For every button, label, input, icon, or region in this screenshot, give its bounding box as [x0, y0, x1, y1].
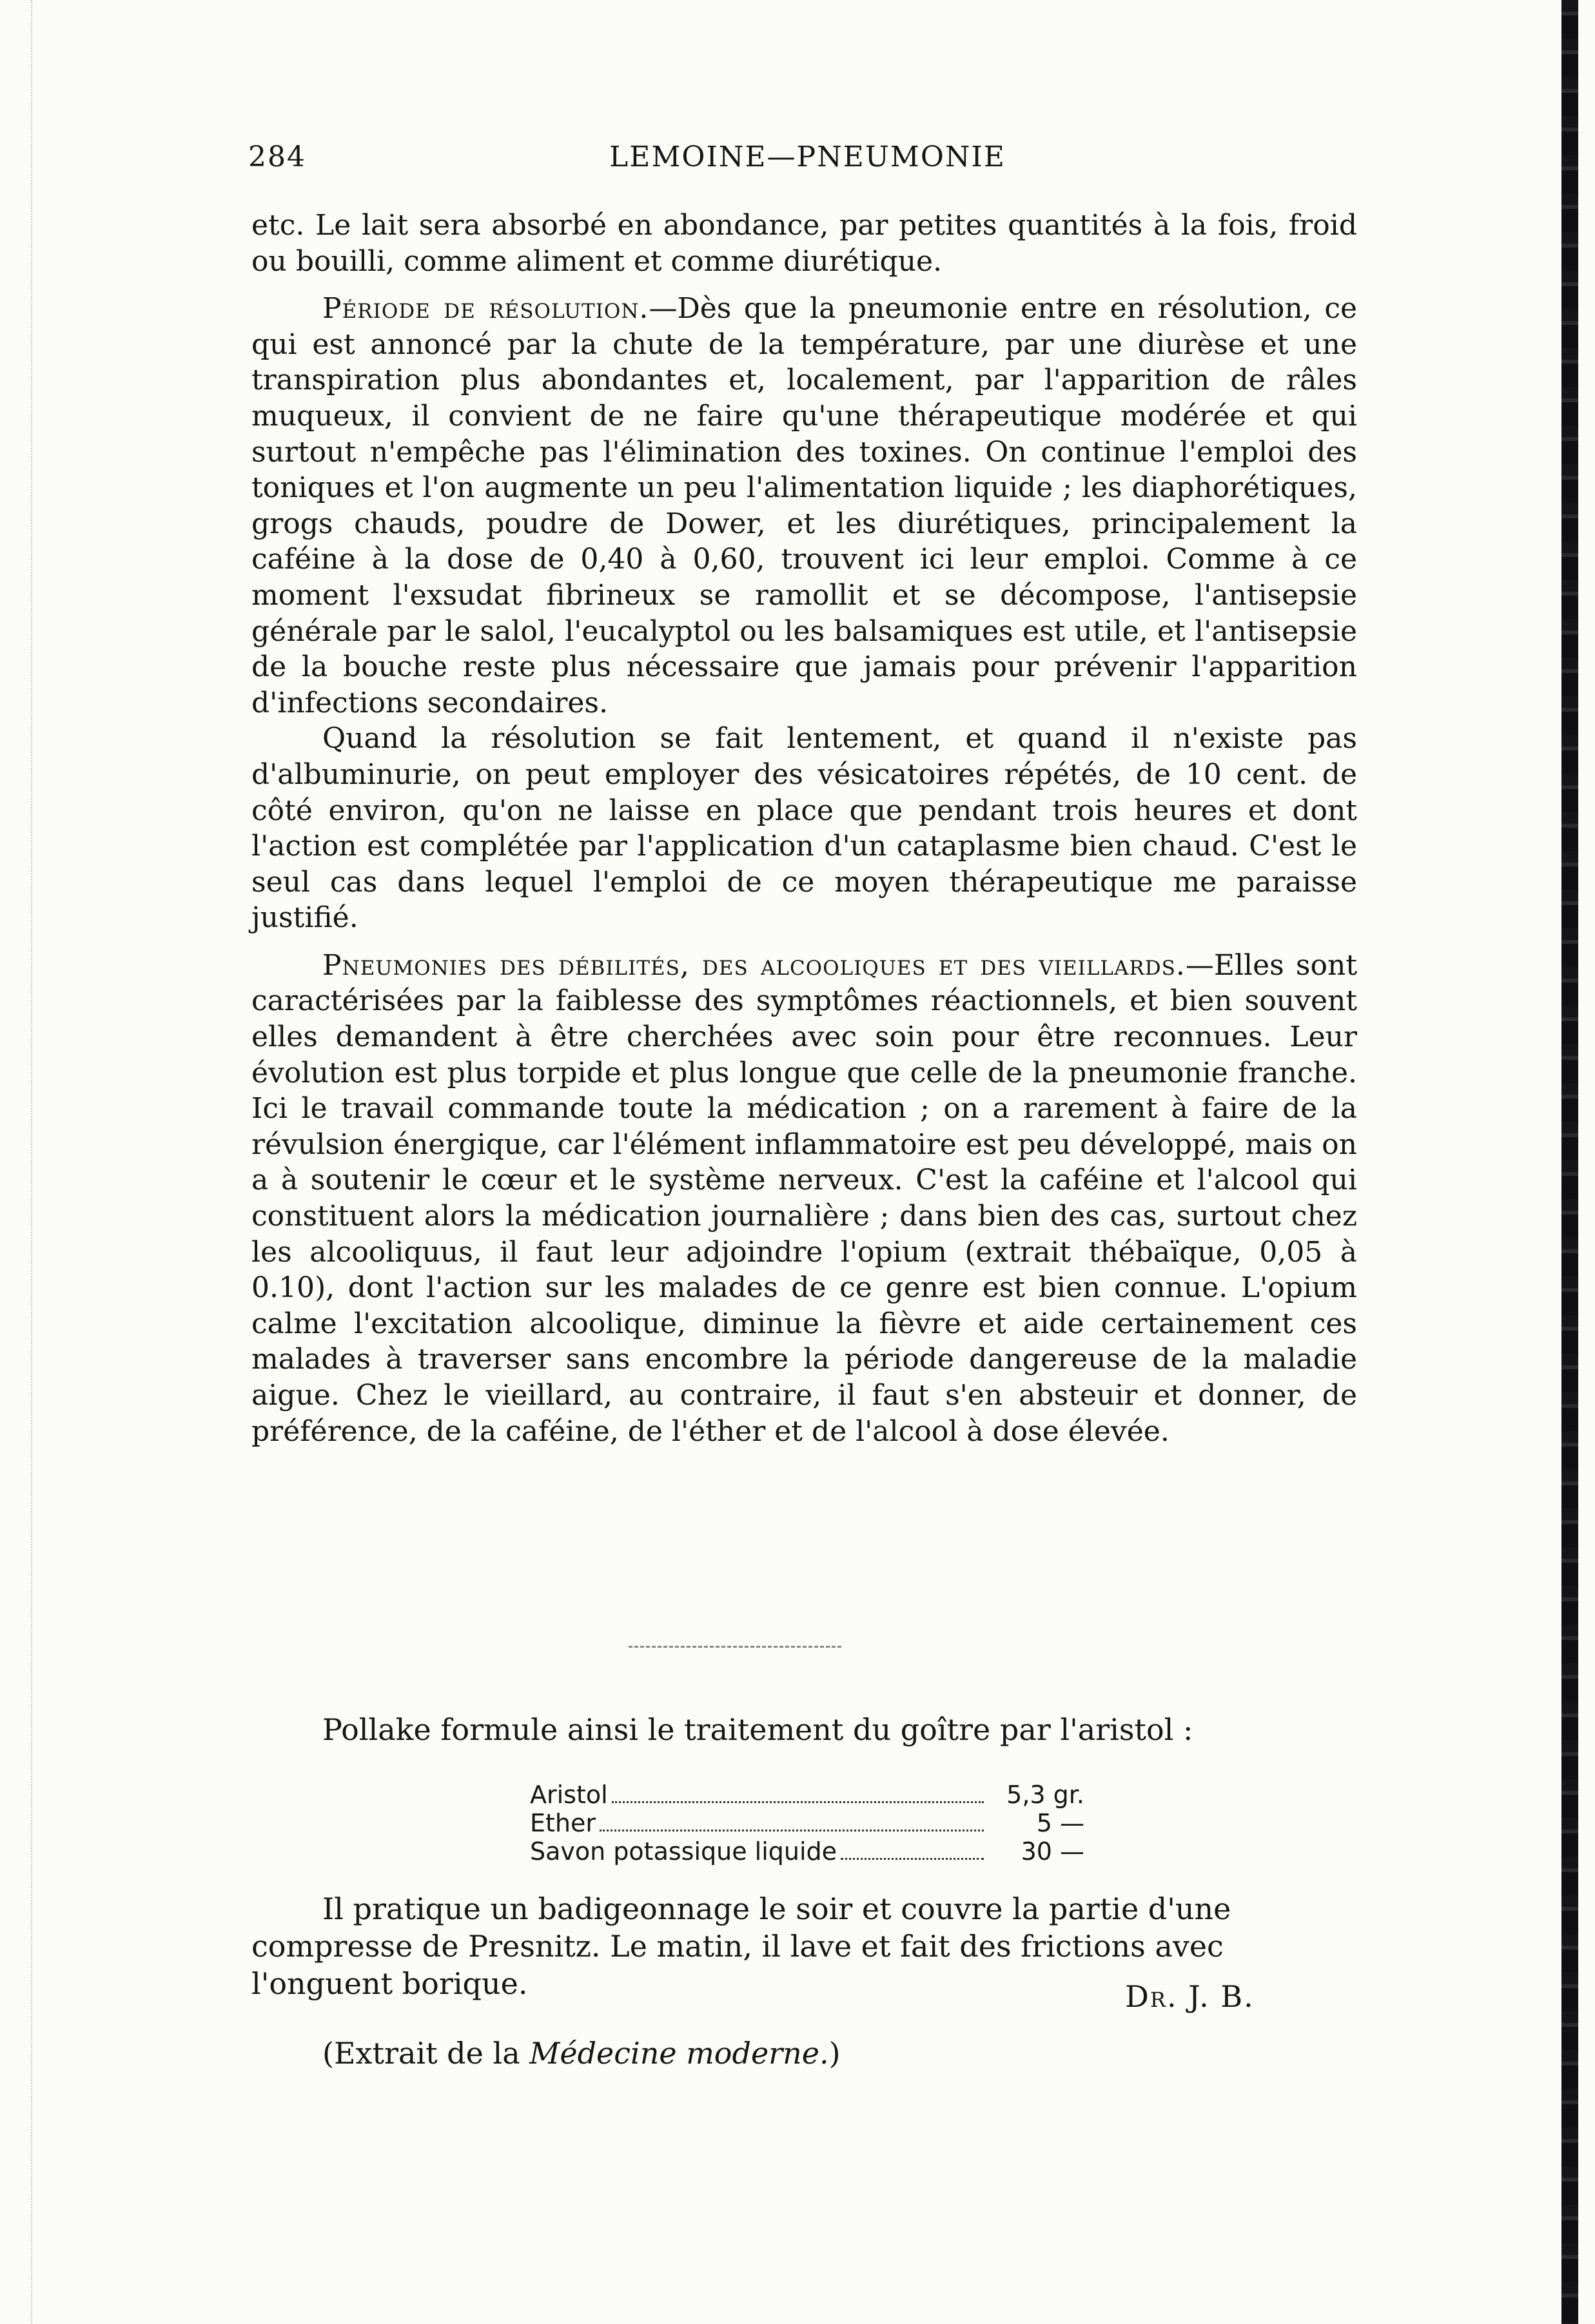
paragraph-lait: etc. Le lait sera absorbé en abondance, par petites quantités à la fois, froid ou bouilli, comme aliment et comme diurétique. [251, 209, 1357, 278]
formula-row [530, 1809, 1084, 1837]
ingredient-quantity: 5,3 gr. [1006, 1781, 1084, 1809]
signature: Dr. J. B. [1125, 1979, 1255, 2014]
paragraph-vesicatoires: Quand la résolution se fait lentement, et quand il n'existe pas d'albuminurie, on peut employer des vésicatoires répétés, de 10 cent. de côté environ, qu'on ne laisse en place que pendant trois heures et dont l'action est complétée par l'application d'un cataplasme bien chaud. C'est le seul cas dans lequel l'emploi de ce moyen thérapeutique me paraisse justifié. [251, 722, 1357, 935]
leader-dots [841, 1858, 984, 1860]
section-heading-resolution: Période de résolution. [322, 292, 649, 326]
paragraph-debilites-text: —Elles sont caractérisées par la faiblesse des symptômes réactionnels, et bien souvent elles demandent à être cherchées avec soin pour être reconnues. Leur évolution est plus torpide et plus longue que celle de la pneumonie franche. Ici le travail commande toute la médication ; on a rarement à faire de la révulsion énergique, car l'élément inflammatoire est peu développé, mais on a à soutenir le cœur et le système nerveux. C'est la caféine et l'alcool qui constituent alors la médication journalière ; dans bien des cas, surtout chez les alcooliquus, il faut leur adjoindre l'opium (extrait thébaïque, 0,05 à 0.10), dont l'action sur les malades de ce genre est bien connue. L'opium calme l'excitation alcoolique, diminue la fièvre et aide certainement ces malades à traverser sans encombre la période dangereuse de la maladie aigue. Chez le vieillard, au contraire, il faut s'en absteuir et donner, de préférence, de la caféine, de l'éther et de l'alcool à dose élevée. [251, 948, 1357, 1448]
formula-table [530, 1781, 1084, 1866]
page-number: 284 [248, 141, 306, 173]
source-citation [322, 2036, 841, 2071]
leader-dots [612, 1801, 984, 1803]
formula-row [530, 1837, 1084, 1866]
scan-left-edge [0, 0, 32, 2324]
ingredient-name: Aristol [530, 1781, 608, 1809]
closing-text: Il pratique un badigeonnage le soir et couvre la partie d'une compresse de Presnitz. Le matin, il lave et fait des frictions avec l'onguent borique. [251, 1891, 1231, 2001]
leader-dots [600, 1830, 984, 1831]
section-divider [629, 1646, 841, 1648]
formula-row [530, 1781, 1084, 1809]
ingredient-quantity: 30 — [1021, 1837, 1084, 1866]
page-header [248, 141, 1351, 179]
article-body [251, 208, 1357, 1449]
formula-intro: Pollake formule ainsi le traitement du goître par l'aristol : [322, 1712, 1193, 1747]
running-title: LEMOINE—PNEUMONIE [609, 141, 1006, 173]
paragraph-resolution [251, 291, 1357, 721]
source-title: Médecine moderne. [529, 2036, 829, 2071]
source-suffix: ) [828, 2036, 841, 2071]
scan-binding-edge [1561, 0, 1578, 2324]
ingredient-name: Savon potassique liquide [530, 1837, 837, 1866]
paragraph-resolution-text: —Dès que la pneumonie entre en résolution, ce qui est annoncé par la chute de la température, par une diurèse et une transpiration plus abondantes et, localement, par l'apparition de râles muqueux, il convient de ne faire qu'une thérapeutique modérée et qui surtout n'empêche pas l'élimination des toxines. On continue l'emploi des toniques et l'on augmente un peu l'alimentation liquide ; les diaphorétiques, grogs chauds, poudre de Dower, et les diurétiques, principalement la caféine à la dose de 0,40 à 0,60, trouvent ici leur emploi. Comme à ce moment l'exsudat fibrineux se ramollit et se décompose, l'antisepsie générale par le salol, l'eucalyptol ou les balsamiques est utile, et l'antisepsie de la bouche reste plus nécessaire que jamais pour prévenir l'apparition d'infections secondaires. [251, 292, 1357, 719]
source-prefix: (Extrait de la [322, 2036, 530, 2071]
ingredient-name: Ether [530, 1809, 596, 1837]
section-heading-debilites: Pneumonies des débilités, des alcooliques et des vieillards. [322, 948, 1186, 982]
paragraph-debilites [251, 948, 1357, 1449]
ingredient-quantity: 5 — [1036, 1809, 1084, 1837]
